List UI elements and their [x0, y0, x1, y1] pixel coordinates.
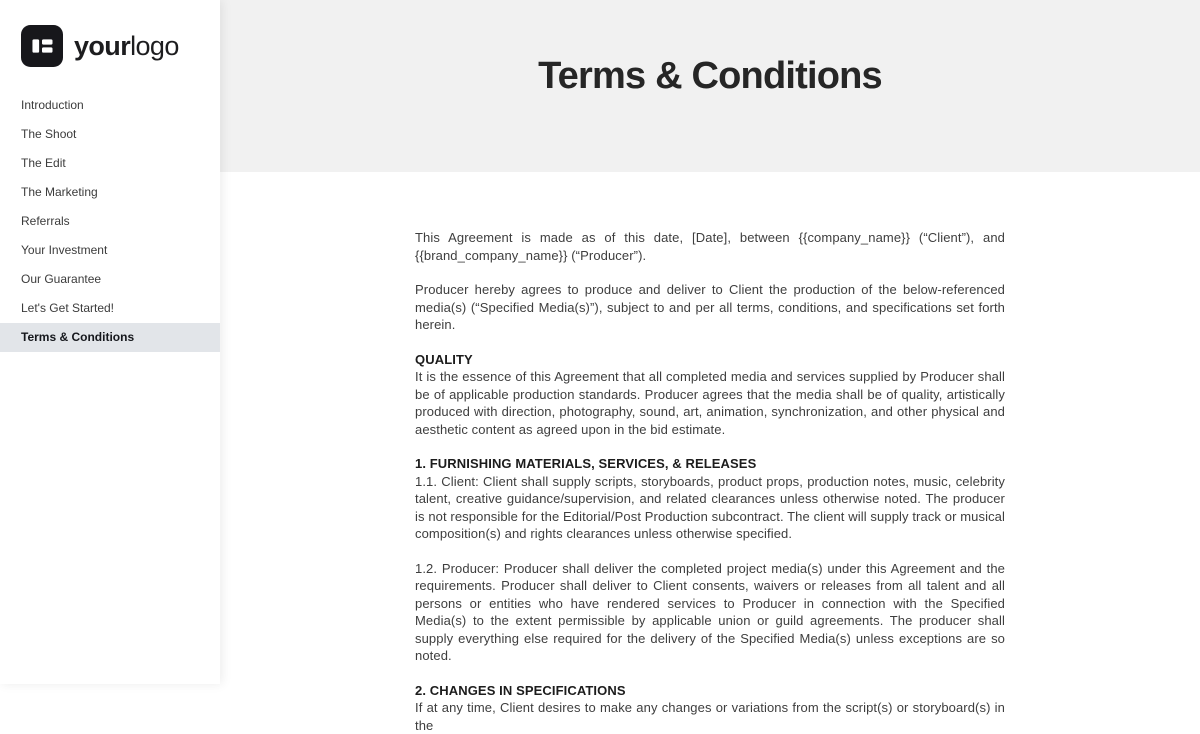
section-paragraph: Producer hereby agrees to produce and deliver to Client the production of the below-referenced media(s) (“Specified Media(s)”), subject to and per all terms, conditions, and specifications set forth herein. — [415, 281, 1005, 334]
section-paragraph: If at any time, Client desires to make any changes or variations from the script(s) or storyboard(s) in the — [415, 699, 1005, 734]
section-paragraph: 1.2. Producer: Producer shall deliver the completed project media(s) under this Agreement and the requirements. Producer shall deliver to Client consents, waivers or releases from all talent and all persons or entities who have rendered services to Producer in connection with the Specified Media(s) to the extent permissible by applicable union or guild agreements. The producer shall supply everything else required for the delivery of the Specified Media(s) unless exceptions are so noted. — [415, 560, 1005, 665]
sidebar-item-the-edit[interactable]: The Edit — [0, 149, 220, 178]
sidebar-item-terms-and-conditions[interactable]: Terms & Conditions — [0, 323, 220, 352]
sidebar-item-the-marketing[interactable]: The Marketing — [0, 178, 220, 207]
sidebar-item-lets-get-started[interactable]: Let's Get Started! — [0, 294, 220, 323]
sidebar-item-referrals[interactable]: Referrals — [0, 207, 220, 236]
section-heading: 2. CHANGES IN SPECIFICATIONS — [415, 682, 1005, 700]
section-paragraph: This Agreement is made as of this date, [Date], between {{company_name}} (“Client”), and {{brand_company_name}} (“Producer”). — [415, 229, 1005, 264]
brand-name-light: logo — [130, 31, 179, 61]
page-header — [220, 0, 1200, 172]
sidebar-item-our-guarantee[interactable]: Our Guarantee — [0, 265, 220, 294]
section-heading: 1. FURNISHING MATERIALS, SERVICES, & RELEASES — [415, 455, 1005, 473]
sidebar-item-your-investment[interactable]: Your Investment — [0, 236, 220, 265]
terms-document — [415, 172, 1005, 734]
logo — [0, 0, 220, 89]
doc-section-intro — [415, 229, 1005, 264]
sidebar-item-the-shoot[interactable]: The Shoot — [0, 120, 220, 149]
brand-name-bold: your — [74, 31, 130, 61]
section-paragraph: It is the essence of this Agreement that all completed media and services supplied by Producer shall be of applicable production standards. Producer agrees that the media shall be of quality, artistically produced with direction, photography, sound, art, animation, synchronization, and other physical and aesthetic content as agreed upon in the bid estimate. — [415, 368, 1005, 438]
sidebar-item-introduction[interactable]: Introduction — [0, 91, 220, 120]
doc-section-producer — [415, 560, 1005, 665]
doc-section-changes-in-specifications — [415, 682, 1005, 734]
sidebar-nav — [0, 89, 220, 352]
layout-logo-icon — [21, 25, 63, 67]
brand-wordmark — [74, 31, 179, 62]
doc-section-quality — [415, 351, 1005, 439]
sidebar — [0, 0, 220, 684]
page-title: Terms & Conditions — [538, 55, 882, 98]
main-content — [220, 0, 1200, 684]
section-paragraph: 1.1. Client: Client shall supply scripts, storyboards, product props, production notes, music, celebrity talent, creative guidance/supervision, and related clearances unless otherwise noted. The producer is not responsible for the Editorial/Post Production subcontract. The client will supply track or musical composition(s) and rights clearances unless otherwise specified. — [415, 473, 1005, 543]
section-heading: QUALITY — [415, 351, 1005, 369]
doc-section-furnishing-materials — [415, 455, 1005, 543]
doc-section-agreement — [415, 281, 1005, 334]
